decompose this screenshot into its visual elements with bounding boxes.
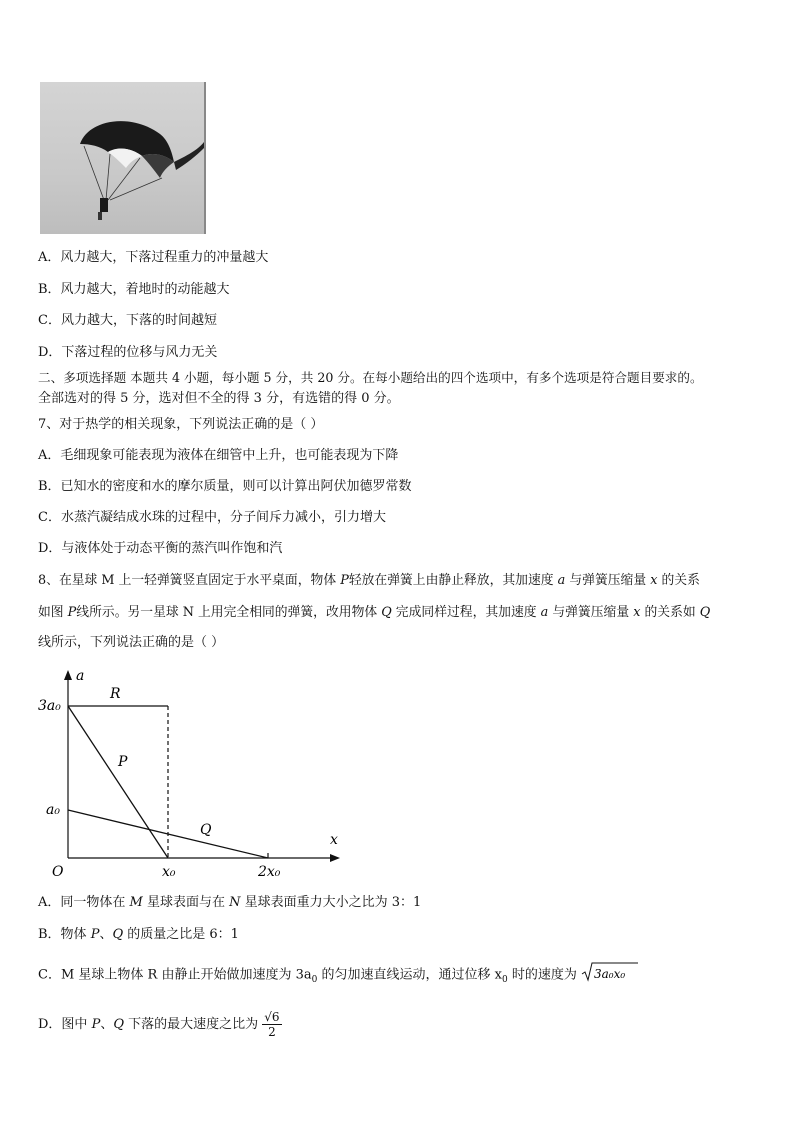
- parachute-photo: [40, 82, 206, 234]
- label-3a0: 3a₀: [38, 698, 61, 714]
- label-x0: x₀: [162, 864, 176, 880]
- acceleration-compression-graph: [36, 662, 356, 882]
- q8-option-d: D．图中 P、Q 下落的最大速度之比为 $\frac{√6}{2}$: [38, 1010, 280, 1039]
- q7-option-c: C．水蒸汽凝结成水珠的过程中，分子间斥力减小，引力增大: [38, 510, 386, 525]
- parachute-illustration: [40, 82, 204, 234]
- section2-header-line1: 二、多项选择题 本题共 4 小题，每小题 5 分，共 20 分。在每小题给出的四个选项中，有多个选项是符合题目要求的。: [38, 370, 703, 385]
- x-axis-arrow-icon: [330, 854, 340, 862]
- q6-option-b: B．风力越大，着地时的动能越大: [38, 282, 230, 297]
- origin-label: O: [52, 864, 64, 880]
- q7-option-a: A．毛细现象可能表现为液体在细管中上升，也可能表现为下降: [38, 448, 399, 463]
- fraction-numerator: √6: [264, 1010, 280, 1024]
- axis-x-label: x: [330, 832, 338, 848]
- q7-stem: 7、对于热学的相关现象，下列说法正确的是（ ）: [38, 417, 324, 432]
- q8-option-b: B．物体 P、Q 的质量之比是 6：1: [38, 927, 239, 942]
- q7-option-b: B．已知水的密度和水的摩尔质量，则可以计算出阿伏加德罗常数: [38, 479, 412, 494]
- axis-a-label: a: [76, 668, 85, 684]
- fraction-sqrt6-over-2: [262, 1010, 281, 1039]
- fraction-denominator: 2: [268, 1025, 276, 1039]
- sqrt-expression: [581, 961, 639, 989]
- q6-option-c: C．风力越大，下落的时间越短: [38, 313, 217, 328]
- q8-stem-line1: 8、在星球 M 上一轻弹簧竖直固定于水平桌面，物体 P轻放在弹簧上由静止释放，其加速度 a 与弹簧压缩量 x 的关系: [38, 573, 700, 588]
- section2-header-line2: 全部选对的得 5 分，选对但不全的得 3 分，有选错的得 0 分。: [38, 391, 400, 406]
- q8-stem-line3: 线所示，下列说法正确的是（ ）: [38, 635, 225, 650]
- q8-option-a: A．同一物体在 M 星球表面与在 N 星球表面重力大小之比为 3：1: [38, 895, 422, 910]
- y-axis-arrow-icon: [64, 670, 72, 680]
- line-Q: [68, 810, 268, 858]
- q8-stem-line2: 如图 P线所示。另一星球 N 上用完全相同的弹簧，改用物体 Q 完成同样过程，其加速度 a 与弹簧压缩量 x 的关系如 Q: [38, 605, 711, 620]
- q6-option-d: D．下落过程的位移与风力无关: [38, 345, 218, 360]
- q6-option-a: A．风力越大，下落过程重力的冲量越大: [38, 250, 269, 265]
- sqrt-content: 3a₀x₀: [593, 967, 626, 981]
- label-a0: a₀: [46, 802, 60, 818]
- line-P: [68, 706, 168, 858]
- label-Q: Q: [200, 822, 212, 838]
- q8-option-c: C．M 星球上物体 R 由静止开始做加速度为 $3a_0$ 的匀加速直线运动，通过位移 $x_0$ 时的速度为 3a₀x₀: [38, 961, 639, 989]
- label-R: R: [110, 686, 121, 702]
- label-2x0: 2x₀: [258, 864, 281, 880]
- q7-option-d: D．与液体处于动态平衡的蒸汽叫作饱和汽: [38, 541, 283, 556]
- label-P: P: [118, 754, 128, 770]
